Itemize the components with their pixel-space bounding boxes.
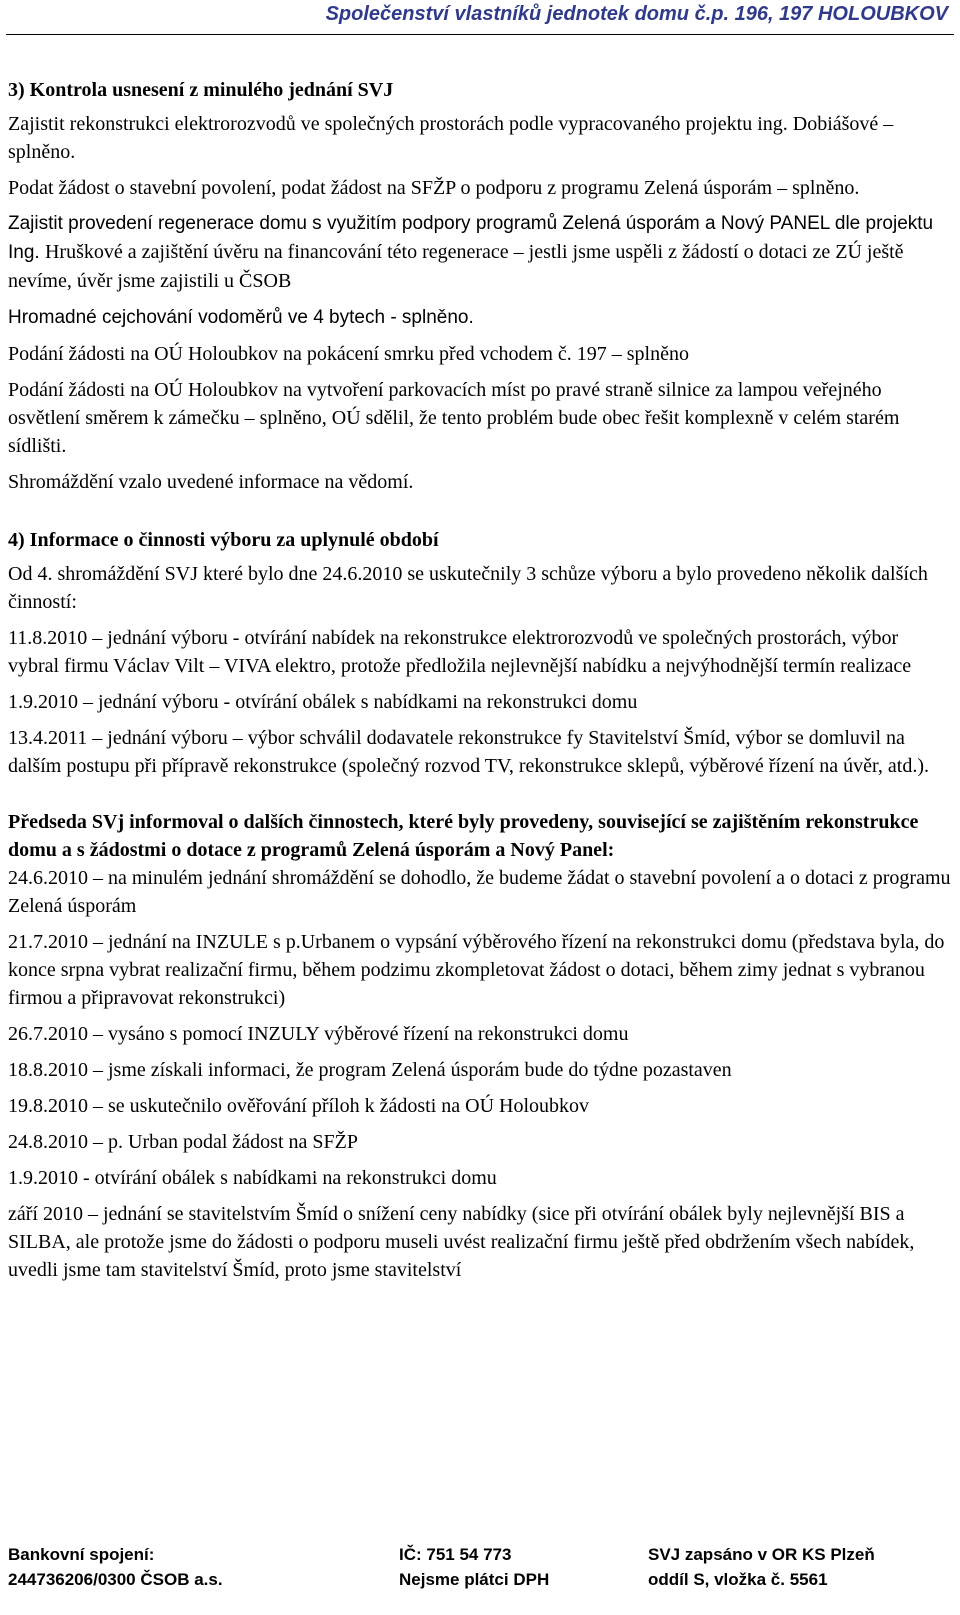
regenerace-paragraph bbox=[8, 210, 954, 296]
chairman-info-heading: Předseda SVj informoval o dalších činnostech, které byly provedeny, související se zajištěním rekonstrukce domu a s žádostmi o dotace z programů Zelená úsporám a Nový Panel: bbox=[8, 811, 919, 861]
paragraph: Shromáždění vzalo uvedené informace na vědomí. bbox=[8, 471, 414, 493]
footer-register-detail: oddíl S, vložka č. 5561 bbox=[648, 1570, 828, 1589]
footer-ico-column bbox=[399, 1542, 549, 1592]
document-body bbox=[8, 76, 954, 1292]
footer-ico: IČ: 751 54 773 bbox=[399, 1545, 512, 1564]
paragraph: 1.9.2010 – jednání výboru - otvírání obálek s nabídkami na rekonstrukci domu bbox=[8, 691, 638, 713]
regenerace-sans-text: Zajistit provedení regenerace domu s využitím podpory programů Zelená úsporám a Nový PANEL dle projektu Ing. bbox=[8, 213, 934, 263]
paragraph: 19.8.2010 – se uskutečnilo ověřování příloh k žádosti na OÚ Holoubkov bbox=[8, 1095, 590, 1117]
paragraph: Podání žádosti na OÚ Holoubkov na pokácení smrku před vchodem č. 197 – splněno bbox=[8, 343, 689, 365]
regenerace-serif-text: Hruškové a zajištění úvěru na financování této regenerace – jestli jsme uspěli z žádostí o dotaci ze ZÚ ještě nevíme, úvěr jsme zajistili u ČSOB bbox=[8, 241, 904, 292]
footer-dph: Nejsme plátci DPH bbox=[399, 1570, 550, 1589]
paragraph: září 2010 – jednání se stavitelstvím Šmíd o snížení ceny nabídky (sice při otvírání obálek byly nejlevnější BIS a SILBA, ale protože jsme do žádosti o podporu museli uvést realizační firmu ještě před obdržením všech nabídek, uvedli jsme tam stavitelství Šmíd, proto jsme stavitelství bbox=[8, 1203, 915, 1281]
paragraph: 18.8.2010 – jsme získali informaci, že program Zelená úsporám bude do týdne pozastaven bbox=[8, 1059, 732, 1081]
section-3-heading: 3) Kontrola usnesení z minulého jednání SVJ bbox=[8, 79, 394, 101]
paragraph: Od 4. shromáždění SVJ které bylo dne 24.6.2010 se uskutečnily 3 schůze výboru a bylo provedeno několik dalších činností: bbox=[8, 563, 928, 613]
cejchovani-paragraph: Hromadné cejchování vodoměrů ve 4 bytech - splněno. bbox=[8, 307, 474, 328]
footer-bank-label: Bankovní spojení: bbox=[8, 1545, 155, 1564]
paragraph: 24.6.2010 – na minulém jednání shromáždění se dohodlo, že budeme žádat o stavební povolení a o dotaci z programu Zelená úsporám bbox=[8, 867, 951, 917]
paragraph: Podat žádost o stavební povolení, podat žádost na SFŽP o podporu z programu Zelená úsporám – splněno. bbox=[8, 177, 860, 199]
section-4-heading: 4) Informace o činnosti výboru za uplynulé období bbox=[8, 529, 439, 551]
document-header-title: Společenství vlastníků jednotek domu č.p. 196, 197 HOLOUBKOV bbox=[325, 3, 948, 25]
header-divider bbox=[6, 34, 954, 35]
paragraph: 1.9.2010 - otvírání obálek s nabídkami na rekonstrukci domu bbox=[8, 1167, 497, 1189]
footer-bank-column bbox=[8, 1542, 223, 1592]
paragraph: Zajistit rekonstrukci elektrorozvodů ve společných prostorách podle vypracovaného projektu ing. Dobiášové – splněno. bbox=[8, 113, 894, 163]
paragraph: 26.7.2010 – vysáno s pomocí INZULY výběrové řízení na rekonstrukci domu bbox=[8, 1023, 629, 1045]
spacer bbox=[8, 504, 954, 526]
footer-register-column bbox=[648, 1542, 875, 1592]
paragraph: 21.7.2010 – jednání na INZULE s p.Urbanem o vypsání výběrového řízení na rekonstrukci domu (představa byla, do konce srpna vybrat realizační firmu, během podzimu zkompletovat žádost o dotaci, během zimy jednat s vybranou firmou a připravovat rekonstrukci) bbox=[8, 931, 945, 1009]
footer-register: SVJ zapsáno v OR KS Plzeň bbox=[648, 1545, 875, 1564]
paragraph: 13.4.2011 – jednání výboru – výbor schválil dodavatele rekonstrukce fy Stavitelství Šmíd, výbor se domluvil na dalším postupu při přípravě rekonstrukce (společný rozvod TV, rekonstrukce sklepů, výběrové řízení na úvěr, atd.). bbox=[8, 727, 929, 777]
paragraph: Podání žádosti na OÚ Holoubkov na vytvoření parkovacích míst po pravé straně silnice za lampou veřejného osvětlení směrem k zámečku – splněno, OÚ sdělil, že tento problém bude obec řešit komplexně v celém starém sídlišti. bbox=[8, 379, 900, 457]
paragraph: 24.8.2010 – p. Urban podal žádost na SFŽP bbox=[8, 1131, 358, 1153]
spacer bbox=[8, 788, 954, 808]
paragraph: 11.8.2010 – jednání výboru - otvírání nabídek na rekonstrukce elektrorozvodů ve společných prostorách, výbor vybral firmu Václav Vilt – VIVA elektro, protože předložila nejlevnější nabídku a nejvýhodnější termín realizace bbox=[8, 627, 912, 677]
document-footer bbox=[8, 1542, 954, 1602]
footer-bank-account: 244736206/0300 ČSOB a.s. bbox=[8, 1570, 223, 1589]
